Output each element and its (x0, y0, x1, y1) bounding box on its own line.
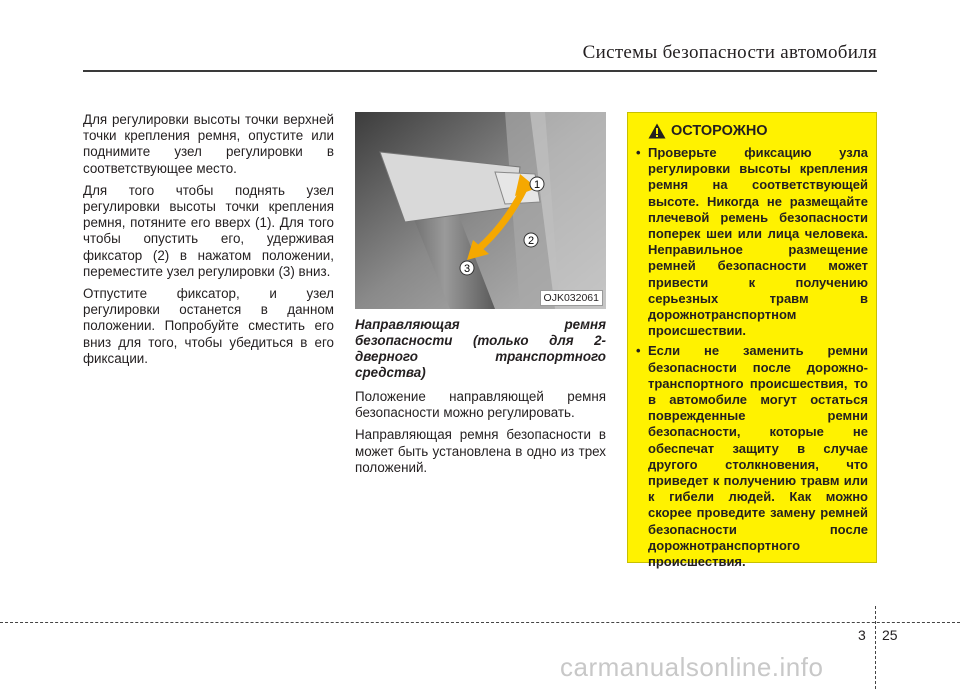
header-title: Системы безопасности автомобиля (582, 42, 877, 63)
paragraph: Для того чтобы поднять узел регулировки высоты точки крепления ремня, потяните его вверх (1). Для того чтобы опустить его, удерживая фиксатор (2) в нажатом положении, переместите узел регулировки (3) вниз. (83, 182, 334, 279)
warning-item: • Если не заменить ремни безопасности после дорожно-транспортного происшествия, то в автомобиле могут остаться поврежденные ремни безопасности, которые не обеспечат защиту в случае другого столкновения, что приведет к получению травм или к гибели людей. Как можно скорее проведите замену ремней безопасности после дорожнотранспортного происшествия. (636, 343, 868, 570)
callout-2-label: 2 (527, 235, 535, 247)
figure-caption: Направляющая ремня безопасности (только для 2-дверного транспортного средства) (355, 317, 606, 380)
page-number: 25 (882, 627, 898, 643)
chapter-number: 3 (858, 627, 866, 643)
seatbelt-illustration (355, 112, 606, 309)
warning-item: • Проверьте фиксацию узла регулировки высоты крепления ремня на соответствующей высоте. Никогда не размещайте плечевой ремень безопасности поперек шеи или лица человека. Неправильное размещение ремней безопасности может привести к получению серьезных травм в дорожнотранспортном происшествии. (636, 145, 868, 339)
warning-header (648, 123, 868, 139)
paragraph: Отпустите фиксатор, и узел регулировки останется в данном положении. Попробуйте сместить его вниз для того, чтобы убедиться в его фиксации. (83, 286, 334, 366)
paragraph: Положение направляющей ремня безопасности можно регулировать. (355, 389, 606, 421)
callout-3-label: 3 (463, 263, 471, 275)
warning-box (627, 112, 877, 570)
callout-1-label: 1 (533, 179, 541, 191)
paragraph: Для регулировки высоты точки верхней точки крепления ремня, опустите или поднимите узел регулировки в соответствующее место. (83, 112, 334, 176)
paragraph: Направляющая ремня безопасности в может быть установлена в одно из трех положений. (355, 427, 606, 475)
column-middle (355, 313, 606, 482)
seatbelt-figure (355, 112, 606, 309)
watermark: carmanualsonline.info (560, 652, 824, 682)
footer-separator (875, 606, 877, 689)
column-left (83, 112, 334, 373)
warning-triangle-icon (648, 123, 666, 139)
footer-rule (0, 622, 960, 624)
figure-code: OJK032061 (540, 290, 603, 306)
warning-list (636, 145, 868, 570)
warning-title: ОСТОРОЖНО (671, 123, 768, 139)
header-rule (83, 70, 877, 72)
